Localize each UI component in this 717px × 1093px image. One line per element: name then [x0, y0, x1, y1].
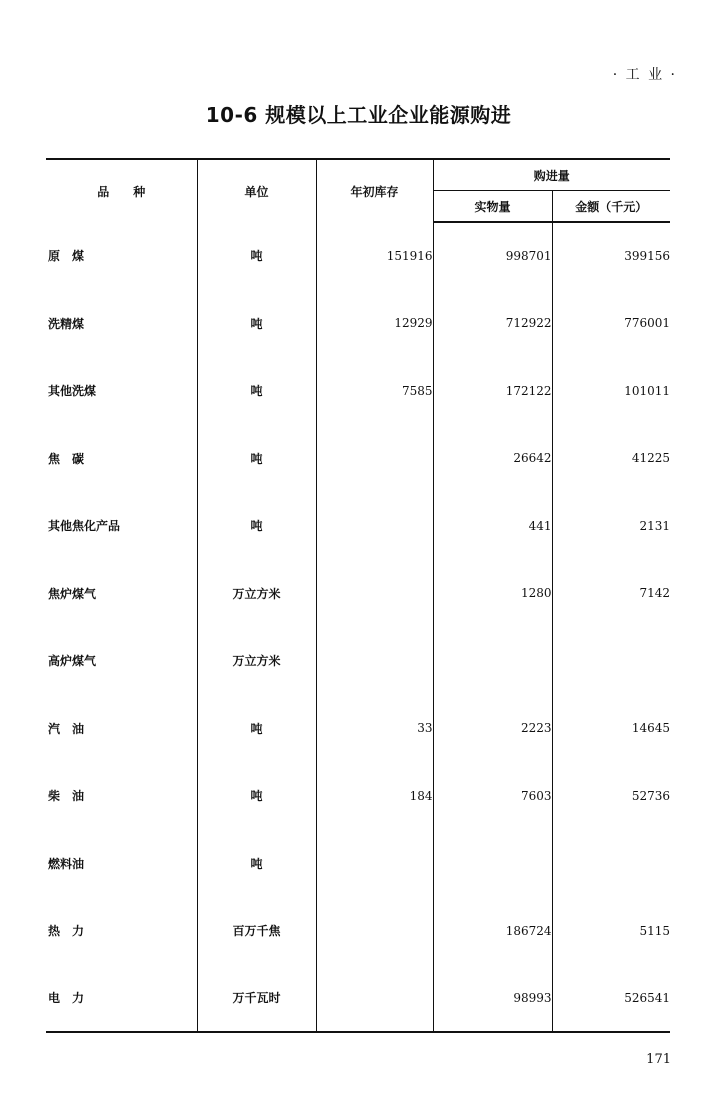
- row-amount: 5115: [552, 897, 670, 965]
- row-unit: 吨: [197, 695, 316, 763]
- row-unit: 吨: [197, 830, 316, 898]
- row-opening-stock: [316, 425, 433, 493]
- row-unit: 吨: [197, 492, 316, 560]
- row-name: 汽 油: [48, 721, 85, 736]
- row-opening-stock: 12929: [316, 290, 433, 358]
- row-amount: 101011: [552, 357, 670, 425]
- row-opening-stock: [316, 627, 433, 695]
- row-physical-quantity: 186724: [433, 897, 552, 965]
- row-physical-quantity: 441: [433, 492, 552, 560]
- header-purchase: 购进量: [433, 159, 670, 191]
- row-amount: 526541: [552, 965, 670, 1033]
- table-row: [46, 965, 670, 1033]
- header-opening-stock: 年初库存: [316, 159, 433, 222]
- row-amount: [552, 627, 670, 695]
- header-physical-quantity: 实物量: [433, 191, 552, 223]
- table-row: [46, 222, 670, 290]
- row-opening-stock: [316, 830, 433, 898]
- section-label: · 工 业 ·: [612, 67, 677, 83]
- row-name: 洗精煤: [48, 316, 85, 331]
- table-row: [46, 357, 670, 425]
- row-amount: 2131: [552, 492, 670, 560]
- row-opening-stock: 33: [316, 695, 433, 763]
- row-physical-quantity: 7603: [433, 762, 552, 830]
- row-name: 其他洗煤: [48, 384, 97, 399]
- row-unit: 万立方米: [197, 627, 316, 695]
- row-opening-stock: [316, 897, 433, 965]
- table-row: [46, 695, 670, 763]
- row-name: 热 力: [48, 924, 85, 939]
- row-name: 电 力: [46, 965, 197, 1033]
- row-unit: 吨: [197, 222, 316, 290]
- header-item: 品 种: [97, 184, 146, 199]
- table-row: [46, 492, 670, 560]
- header-unit: 单位: [197, 159, 316, 222]
- row-physical-quantity: 2223: [433, 695, 552, 763]
- table-body: [46, 222, 670, 1032]
- row-physical-quantity: [433, 830, 552, 898]
- row-amount: 52736: [552, 762, 670, 830]
- page-title: 10-6 规模以上工业企业能源购进: [205, 103, 512, 127]
- row-name: 高炉煤气: [48, 654, 97, 669]
- row-amount: [552, 830, 670, 898]
- page-number: 171: [646, 1052, 671, 1067]
- row-unit: 吨: [197, 425, 316, 493]
- row-opening-stock: [316, 965, 433, 1033]
- row-unit: 吨: [197, 290, 316, 358]
- table-row: [46, 627, 670, 695]
- row-amount: 7142: [552, 560, 670, 628]
- row-unit: 吨: [197, 357, 316, 425]
- row-physical-quantity: 712922: [433, 290, 552, 358]
- row-name: 燃料油: [48, 856, 85, 871]
- row-opening-stock: [316, 560, 433, 628]
- row-name: 焦 碳: [48, 451, 85, 466]
- row-amount: 399156: [552, 222, 670, 290]
- row-name: 柴 油: [48, 789, 85, 804]
- row-amount: 14645: [552, 695, 670, 763]
- table-row: [46, 425, 670, 493]
- table-header: [46, 159, 670, 222]
- row-unit: 万千瓦时: [197, 965, 316, 1033]
- row-unit: 万立方米: [197, 560, 316, 628]
- row-name: 其他焦化产品: [48, 519, 121, 534]
- header-amount: 金额（千元）: [552, 191, 670, 223]
- table-row: [46, 897, 670, 965]
- row-amount: 776001: [552, 290, 670, 358]
- row-opening-stock: [316, 492, 433, 560]
- row-opening-stock: 7585: [316, 357, 433, 425]
- table-row: [46, 560, 670, 628]
- row-physical-quantity: 172122: [433, 357, 552, 425]
- row-physical-quantity: 98993: [433, 965, 552, 1033]
- table-row: [46, 290, 670, 358]
- row-name: 焦炉煤气: [48, 586, 97, 601]
- table-row: [46, 830, 670, 898]
- row-name: 原 煤: [48, 249, 85, 264]
- row-physical-quantity: [433, 627, 552, 695]
- row-physical-quantity: 998701: [433, 222, 552, 290]
- energy-purchase-table-container: [46, 158, 670, 1033]
- row-amount: 41225: [552, 425, 670, 493]
- table-row: [46, 762, 670, 830]
- row-unit: 百万千焦: [197, 897, 316, 965]
- row-opening-stock: 151916: [316, 222, 433, 290]
- row-opening-stock: 184: [316, 762, 433, 830]
- row-unit: 吨: [197, 762, 316, 830]
- energy-purchase-table: [46, 158, 670, 1033]
- row-physical-quantity: 26642: [433, 425, 552, 493]
- row-physical-quantity: 1280: [433, 560, 552, 628]
